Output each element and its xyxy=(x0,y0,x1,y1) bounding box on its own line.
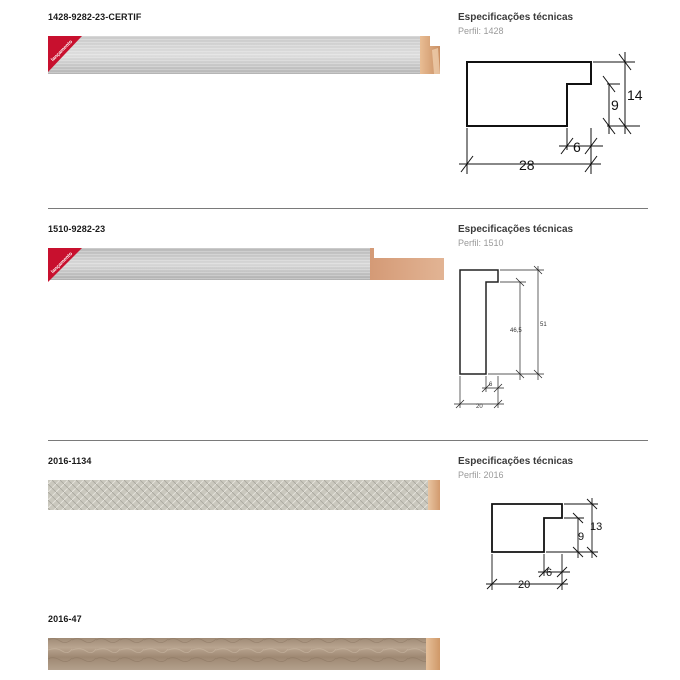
spec-title: Especificações técnicas xyxy=(458,224,574,235)
dim-rebate-width: 6 xyxy=(573,139,581,155)
dim-width: 20 xyxy=(518,579,531,591)
dim-rebate-width: 6 xyxy=(489,382,493,388)
badge-label: lançamento xyxy=(50,251,74,275)
product-code: 1510-9282-23 xyxy=(48,224,106,234)
product-code: 2016-1134 xyxy=(48,456,92,466)
molding-image xyxy=(48,32,448,82)
badge-label: lançamento xyxy=(50,39,74,63)
dim-height: 13 xyxy=(590,521,603,533)
dim-height: 14 xyxy=(627,87,643,103)
molding-image xyxy=(48,476,448,516)
spec-profile: Perfil: 1428 xyxy=(458,26,504,36)
profile-diagram xyxy=(455,48,650,178)
dim-inner-height: 46,5 xyxy=(510,328,522,334)
molding-image xyxy=(48,634,448,674)
spec-title: Especificações técnicas xyxy=(458,456,574,467)
separator xyxy=(48,208,648,209)
separator xyxy=(48,440,648,441)
dim-rebate-height: 9 xyxy=(611,97,619,113)
dim-rebate-width: 6 xyxy=(546,567,553,579)
product-code: 2016-47 xyxy=(48,614,82,624)
profile-diagram xyxy=(482,496,612,596)
spec-profile: Perfil: 2016 xyxy=(458,470,504,480)
dim-height: 51 xyxy=(540,322,547,328)
dim-width: 28 xyxy=(519,157,535,173)
product-code: 1428-9282-23-CERTIF xyxy=(48,12,142,22)
dim-rebate-height: 9 xyxy=(578,531,585,543)
spec-title: Especificações técnicas xyxy=(458,12,574,23)
spec-profile: Perfil: 1510 xyxy=(458,238,504,248)
profile-diagram xyxy=(452,262,562,412)
molding-image xyxy=(48,244,448,294)
dim-width: 20 xyxy=(476,404,483,410)
